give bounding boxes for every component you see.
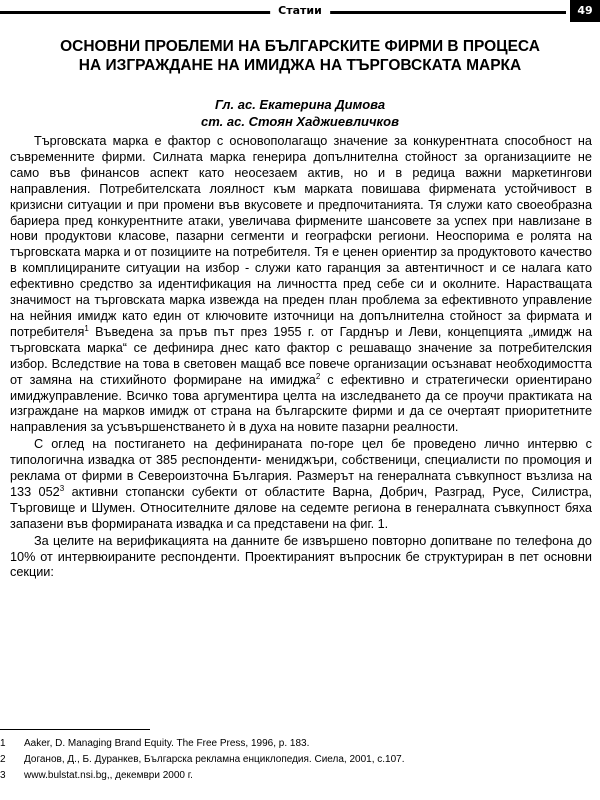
author-2: ст. ас. Стоян Хаджиевличков bbox=[201, 114, 399, 129]
paragraph-1-text-b: Въведена за пръв път през 1955 г. от Гарднър и Леви, концепцията „имидж на търговската марка“ се дефинира днес като фактор с решаващо значение за потребителския избор. Вследствие на това в световен мащаб все повече организации осъзнават необходимостта от замяна на стихийното формиране на имиджа bbox=[10, 324, 592, 387]
footnote-2 bbox=[0, 752, 600, 768]
footnote-number: 1 bbox=[0, 738, 6, 749]
paragraph-2-text-b: активни стопански субекти от областите Варна, Добрич, Разград, Русе, Силистра, Търговище и Шумен. Относителните дялове на седемте региона в генералната съвкупност бяха запазени във формираната извадка и са представени на фиг. 1. bbox=[10, 484, 592, 531]
article-body bbox=[10, 134, 592, 581]
footnote-ref-1: 1 bbox=[84, 323, 89, 333]
footnote-number: 2 bbox=[0, 754, 6, 765]
footnote-text: Aaker, D. Managing Brand Equity. The Free Press, 1996, p. 183. bbox=[24, 738, 310, 749]
article-authors bbox=[0, 96, 600, 130]
footnote-ref-3: 3 bbox=[59, 483, 65, 493]
footnote-rule bbox=[0, 729, 150, 730]
paragraph-1-text-a: Търговската марка е фактор с основополагащо значение за конкурентната способност на съвременните фирми. Силната марка генерира допълнителна стойност за организациите не само във финансов аспект като неосезаем актив, но и в редица важни маркетингови направления. Потребителската лоялност към марката повишава фирмената устойчивост в кризисни ситуации и при промени във вкусовете и предпочитанията. Тя служи като своеобразна бариера пред конкурентните атаки, увеличава фирмените шансовете за успех при навлизане в нови продуктови класове, пазарни сегменти и географски региони. Неоспорима е ролята на търговската марка и от позициите на потребителя. Тя е ценен ориентир за продуктовото качество в комплицираните ситуации на избор - служи като гаранция за автентичност и се налага като ефективно средство за идентификация на личността пред себе си и околните. Нарастващата значимост на търговската марка извежда на преден план проблема за ефективното управление на нейния имидж като един от ключовите източници на допълнителна стойност за фирмата и потребителя bbox=[10, 134, 592, 339]
page-header bbox=[0, 0, 600, 22]
footnote-3 bbox=[0, 768, 600, 784]
footnote-ref-2: 2 bbox=[315, 371, 321, 381]
footnotes bbox=[0, 729, 600, 784]
footnote-text: www.bulstat.nsi.bg,, декември 2000 г. bbox=[24, 770, 193, 781]
footnote-text: Доганов, Д., Б. Дуранкев, Българска рекламна енциклопедия. Сиела, 2001, с.107. bbox=[24, 754, 405, 765]
title-line-1: ОСНОВНИ ПРОБЛЕМИ НА БЪЛГАРСКИТЕ ФИРМИ В ПРОЦЕСА bbox=[60, 38, 540, 55]
article-title bbox=[20, 37, 580, 75]
title-line-2: НА ИЗГРАЖДАНЕ НА ИМИДЖА НА ТЪРГОВСКАТА МАРКА bbox=[78, 57, 522, 74]
paragraph-1 bbox=[10, 134, 592, 436]
paragraph-1-text-c: с ефективно и стратегически ориентирано имиджуправление. Всичко това аргументира целта на изследването да се проучи практиката на изграждане на марков имидж от страна на българските фирми и да се очертаят приоритетните направления за усъвършенстването ѝ в духа на новите пазарни реалности. bbox=[10, 372, 592, 435]
paragraph-3: За целите на верификацията на данните бе извършено повторно допитване по телефона до 10% от интервюираните респонденти. Проектираният въпросник бе структуриран в пет основни секции: bbox=[10, 533, 592, 580]
section-label: Статии bbox=[270, 0, 330, 22]
footnote-1 bbox=[0, 736, 600, 752]
footnote-number: 3 bbox=[0, 770, 6, 781]
page-number: 49 bbox=[570, 0, 600, 22]
paragraph-2 bbox=[10, 437, 592, 532]
author-1: Гл. ас. Екатерина Димова bbox=[214, 97, 386, 112]
paragraph-2-text-a: С оглед на постигането на дефинираната по-горе цел бе проведено лично интервю с типологична извадка от 385 респонденти- мениджъри, собственици, специалисти по промоция и реклама от фирми в Североизточна България. Размерът на генералната съвкупност възлиза на 133 052 bbox=[10, 437, 592, 499]
